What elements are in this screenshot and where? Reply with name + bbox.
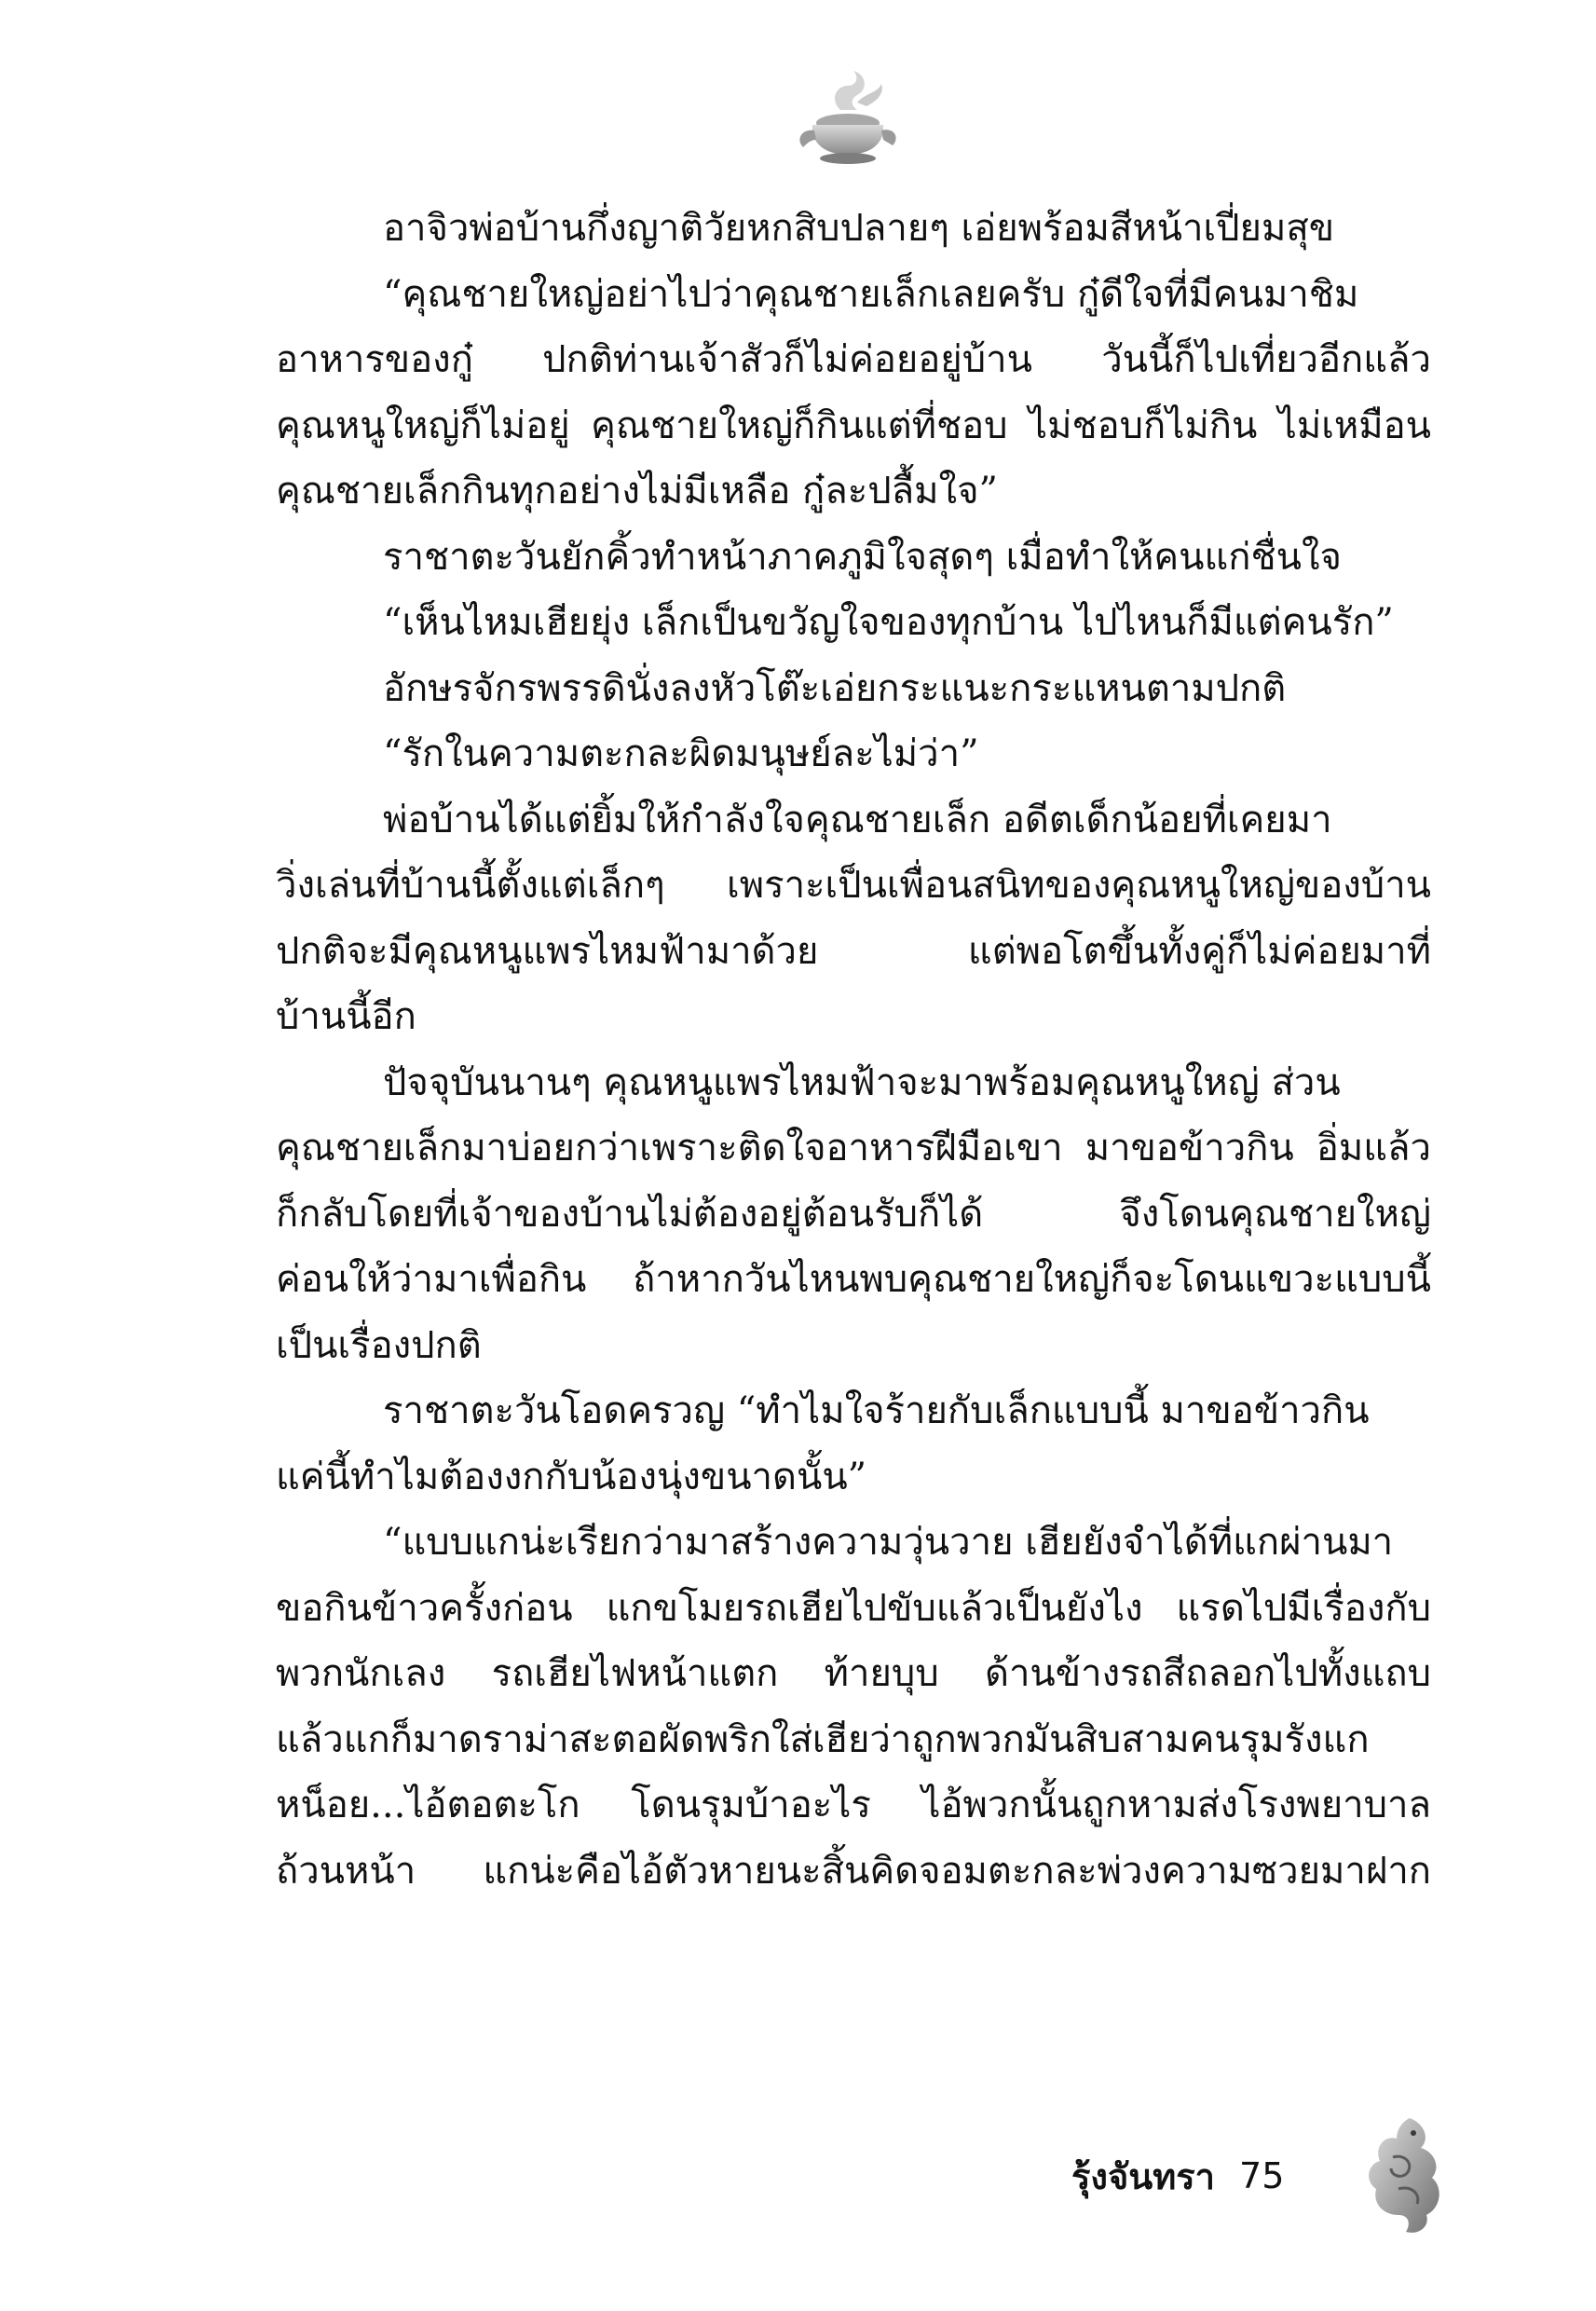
text-line: คุณชายเล็กมาบ่อยกว่าเพราะติดใจอาหารฝีมือเขา มาขอข้าวกิน อิ่มแล้ว (276, 1127, 1431, 1169)
text-line: พวกนักเลง รถเฮียไฟหน้าแตก ท้ายบุบ ด้านข้างรถสีถลอกไปทั้งแถบ (276, 1652, 1431, 1695)
text-line: คุณหนูใหญ่ก็ไม่อยู่ คุณชายใหญ่ก็กินแต่ที่ชอบ ไม่ชอบก็ไม่กิน ไม่เหมือน (276, 403, 1431, 447)
text-line: “คุณชายใหญ่อย่าไปว่าคุณชายเล็กเลยครับ กู๋ดีใจที่มีคนมาชิม (383, 272, 1359, 316)
text-line: “แบบแกน่ะเรียกว่ามาสร้างความวุ่นวาย เฮียยังจำได้ที่แกผ่านมา (383, 1521, 1394, 1564)
page-footer (1071, 2134, 1284, 2218)
text-line: ค่อนให้ว่ามาเพื่อกิน ถ้าหากวันไหนพบคุณชายใหญ่ก็จะโดนแขวะแบบนี้ (276, 1258, 1431, 1301)
text-line: อาจิวพ่อบ้านกึ่งญาติวัยหกสิบปลายๆ เอ่ยพร้อมสีหน้าเปี่ยมสุข (383, 207, 1335, 250)
text-line: แล้วแกก็มาดราม่าสะตอผัดพริกใส่เฮียว่าถูกพวกมันสิบสามคนรุมรังแก (276, 1717, 1370, 1761)
text-line: ขอกินข้าวครั้งก่อน แกขโมยรถเฮียไปขับแล้วเป็นยังไง แรดไปมีเรื่องกับ (276, 1586, 1431, 1630)
text-line: ปกติจะมีคุณหนูแพรไหมฟ้ามาด้วย แต่พอโตขึ้นทั้งคู่ก็ไม่ค่อยมาที่ (276, 929, 1431, 973)
text-line: พ่อบ้านได้แต่ยิ้มให้กำลังใจคุณชายเล็ก อดีตเด็กน้อยที่เคยมา (383, 798, 1332, 841)
text-line: เป็นเรื่องปกติ (276, 1323, 482, 1367)
text-line: อาหารของกู๋ ปกติท่านเจ้าสัวก็ไม่ค่อยอยู่บ้าน วันนี้ก็ไปเที่ยวอีกแล้ว (276, 338, 1431, 381)
text-line: ราชาตะวันโอดครวญ “ทำไมใจร้ายกับเล็กแบบนี้ มาขอข้าวกิน (383, 1389, 1370, 1432)
text-line: คุณชายเล็กกินทุกอย่างไม่มีเหลือ กู๋ละปลื้มใจ” (276, 470, 998, 513)
text-line: ปัจจุบันนานๆ คุณหนูแพรไหมฟ้าจะมาพร้อมคุณหนูใหญ่ ส่วน (383, 1060, 1341, 1104)
teapot-smoke-icon (792, 65, 904, 168)
text-line: บ้านนี้อีก (276, 995, 416, 1038)
text-line: “รักในความตะกละผิดมนุษย์ละไม่ว่า” (383, 732, 979, 775)
page-number: 75 (1239, 2155, 1285, 2196)
text-line: วิ่งเล่นที่บ้านนี้ตั้งแต่เล็กๆ เพราะเป็นเพื่อนสนิทของคุณหนูใหญ่ของบ้าน (276, 864, 1431, 907)
text-line: อักษรจักรพรรดินั่งลงหัวโต๊ะเอ่ยกระแนะกระแหนตามปกติ (383, 666, 1287, 710)
text-line: หน็อย...ไอ้ตอตะโก โดนรุมบ้าอะไร ไอ้พวกนั้นถูกหามส่งโรงพยาบาล (276, 1784, 1431, 1826)
text-line: ก็กลับโดยที่เจ้าของบ้านไม่ต้องอยู่ต้อนรับก็ได้ จึงโดนคุณชายใหญ่ (276, 1192, 1431, 1236)
book-title: รุ้งจันทรา (1071, 2155, 1216, 2197)
dragon-icon (1356, 2111, 1449, 2241)
text-line: ถ้วนหน้า แกน่ะคือไอ้ตัวหายนะสิ้นคิดจอมตะกละพ่วงความซวยมาฝาก (276, 1849, 1431, 1893)
body-text (276, 196, 1431, 1904)
text-line: แค่นี้ทำไมต้องงกกับน้องนุ่งขนาดนั้น” (276, 1455, 867, 1498)
text-line: ราชาตะวันยักคิ้วทำหน้าภาคภูมิใจสุดๆ เมื่อทำให้คนแก่ชื่นใจ (383, 535, 1342, 579)
text-line: “เห็นไหมเฮียยุ่ง เล็กเป็นขวัญใจของทุกบ้าน ไปไหนก็มีแต่คนรัก” (383, 601, 1394, 644)
